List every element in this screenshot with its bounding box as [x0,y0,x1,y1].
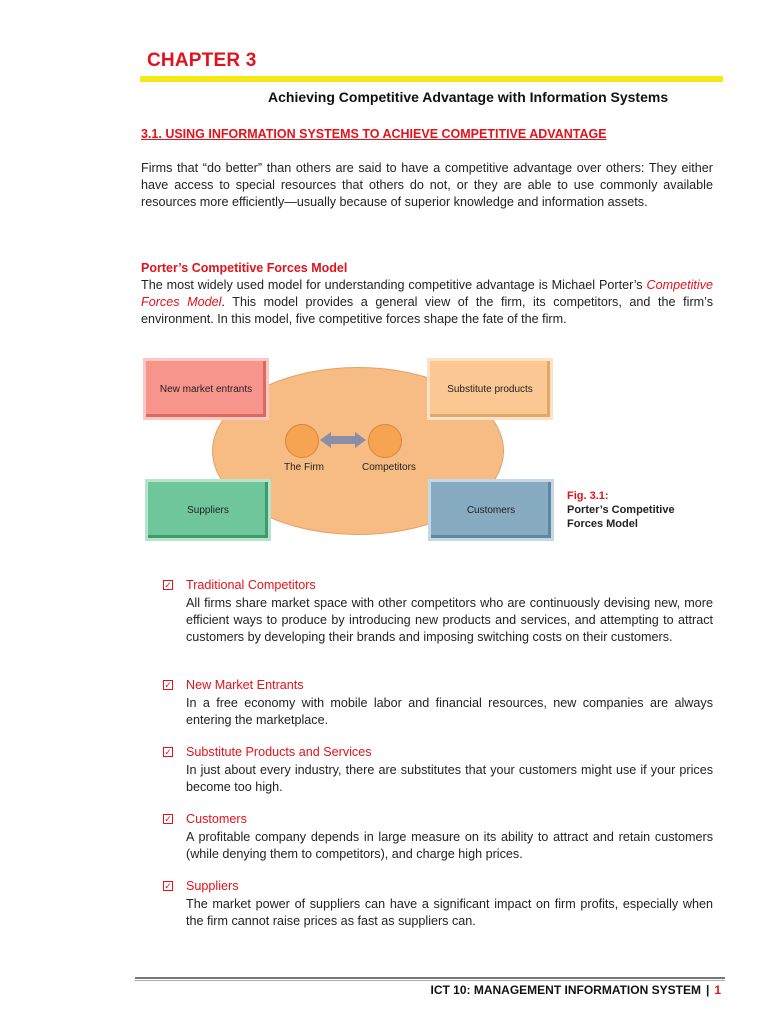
force-title: Suppliers [186,879,239,893]
substitute-products-box: Substitute products [427,358,553,420]
force-body: In a free economy with mobile labor and financial resources, new companies are always entering the marketplace. [186,696,713,727]
footer-course: ICT 10: MANAGEMENT INFORMATION SYSTEM [430,983,701,997]
footer-separator: | [705,983,710,997]
competitors-label: Competitors [362,462,416,473]
force-body: The market power of suppliers can have a significant impact on firm profits, especially when the firm cannot raise prices as fast as suppliers can. [186,897,713,928]
footer-rule [135,977,725,979]
checkbox-icon: ✓ [164,814,172,824]
force-body: A profitable company depends in large measure on its ability to attract and retain customers (while denying them to competitors), and charge high prices. [186,830,713,861]
chapter-rule [140,76,723,82]
porter-paragraph [141,277,713,328]
suppliers-box: Suppliers [145,479,271,541]
intro-paragraph: Firms that “do better” than others are said to have a competitive advantage over others: They either have access to special resources that others do not, or they are able to use commonly available resources more efficiently—usually because of superior knowledge and information assets. [141,161,713,209]
footer-rule-thin [135,980,725,981]
force-title: Traditional Competitors [186,578,316,592]
force-body: In just about every industry, there are substitutes that your customers might use if your prices become too high. [186,763,713,794]
checkbox-icon: ✓ [164,580,172,590]
page-footer [431,983,722,997]
force-body: All firms share market space with other competitors who are continuously devising new, more efficient ways to produce by introducing new products and services, and attempting to attract customers by developing their brands and imposing switching costs on their customers. [186,596,713,644]
double-arrow-icon [320,430,366,450]
figure-number: Fig. 3.1: [567,490,609,502]
page-number: 1 [714,983,721,997]
checkbox-icon: ✓ [164,680,172,690]
figure-title: Porter’s Competitive Forces Model [567,504,675,530]
force-title: New Market Entrants [186,678,304,692]
porter-text-before: The most widely used model for understanding competitive advantage is Michael Porter’s [141,278,647,292]
porter-forces-diagram [140,352,560,552]
porter-model-name: Competitive Forces Model [141,278,713,309]
force-title: Substitute Products and Services [186,745,372,759]
chapter-title: CHAPTER 3 [147,50,257,71]
firm-circle [285,424,319,458]
checkbox-icon: ✓ [164,747,172,757]
checkbox-icon: ✓ [164,881,172,891]
porter-text-after: . This model provides a general view of the firm, its competitors, and the firm’s environment. In this model, five competitive forces shape the fate of the firm. [141,295,713,326]
customers-box: Customers [428,479,554,541]
firm-label: The Firm [284,462,324,473]
competitors-circle [368,424,402,458]
chapter-subtitle: Achieving Competitive Advantage with Information Systems [268,89,669,105]
section-heading: 3.1. USING INFORMATION SYSTEMS TO ACHIEVE COMPETITIVE ADVANTAGE [141,127,607,141]
new-market-entrants-box: New market entrants [143,358,269,420]
figure-caption [567,489,707,531]
porter-heading: Porter’s Competitive Forces Model [141,261,348,275]
force-title: Customers [186,812,247,826]
